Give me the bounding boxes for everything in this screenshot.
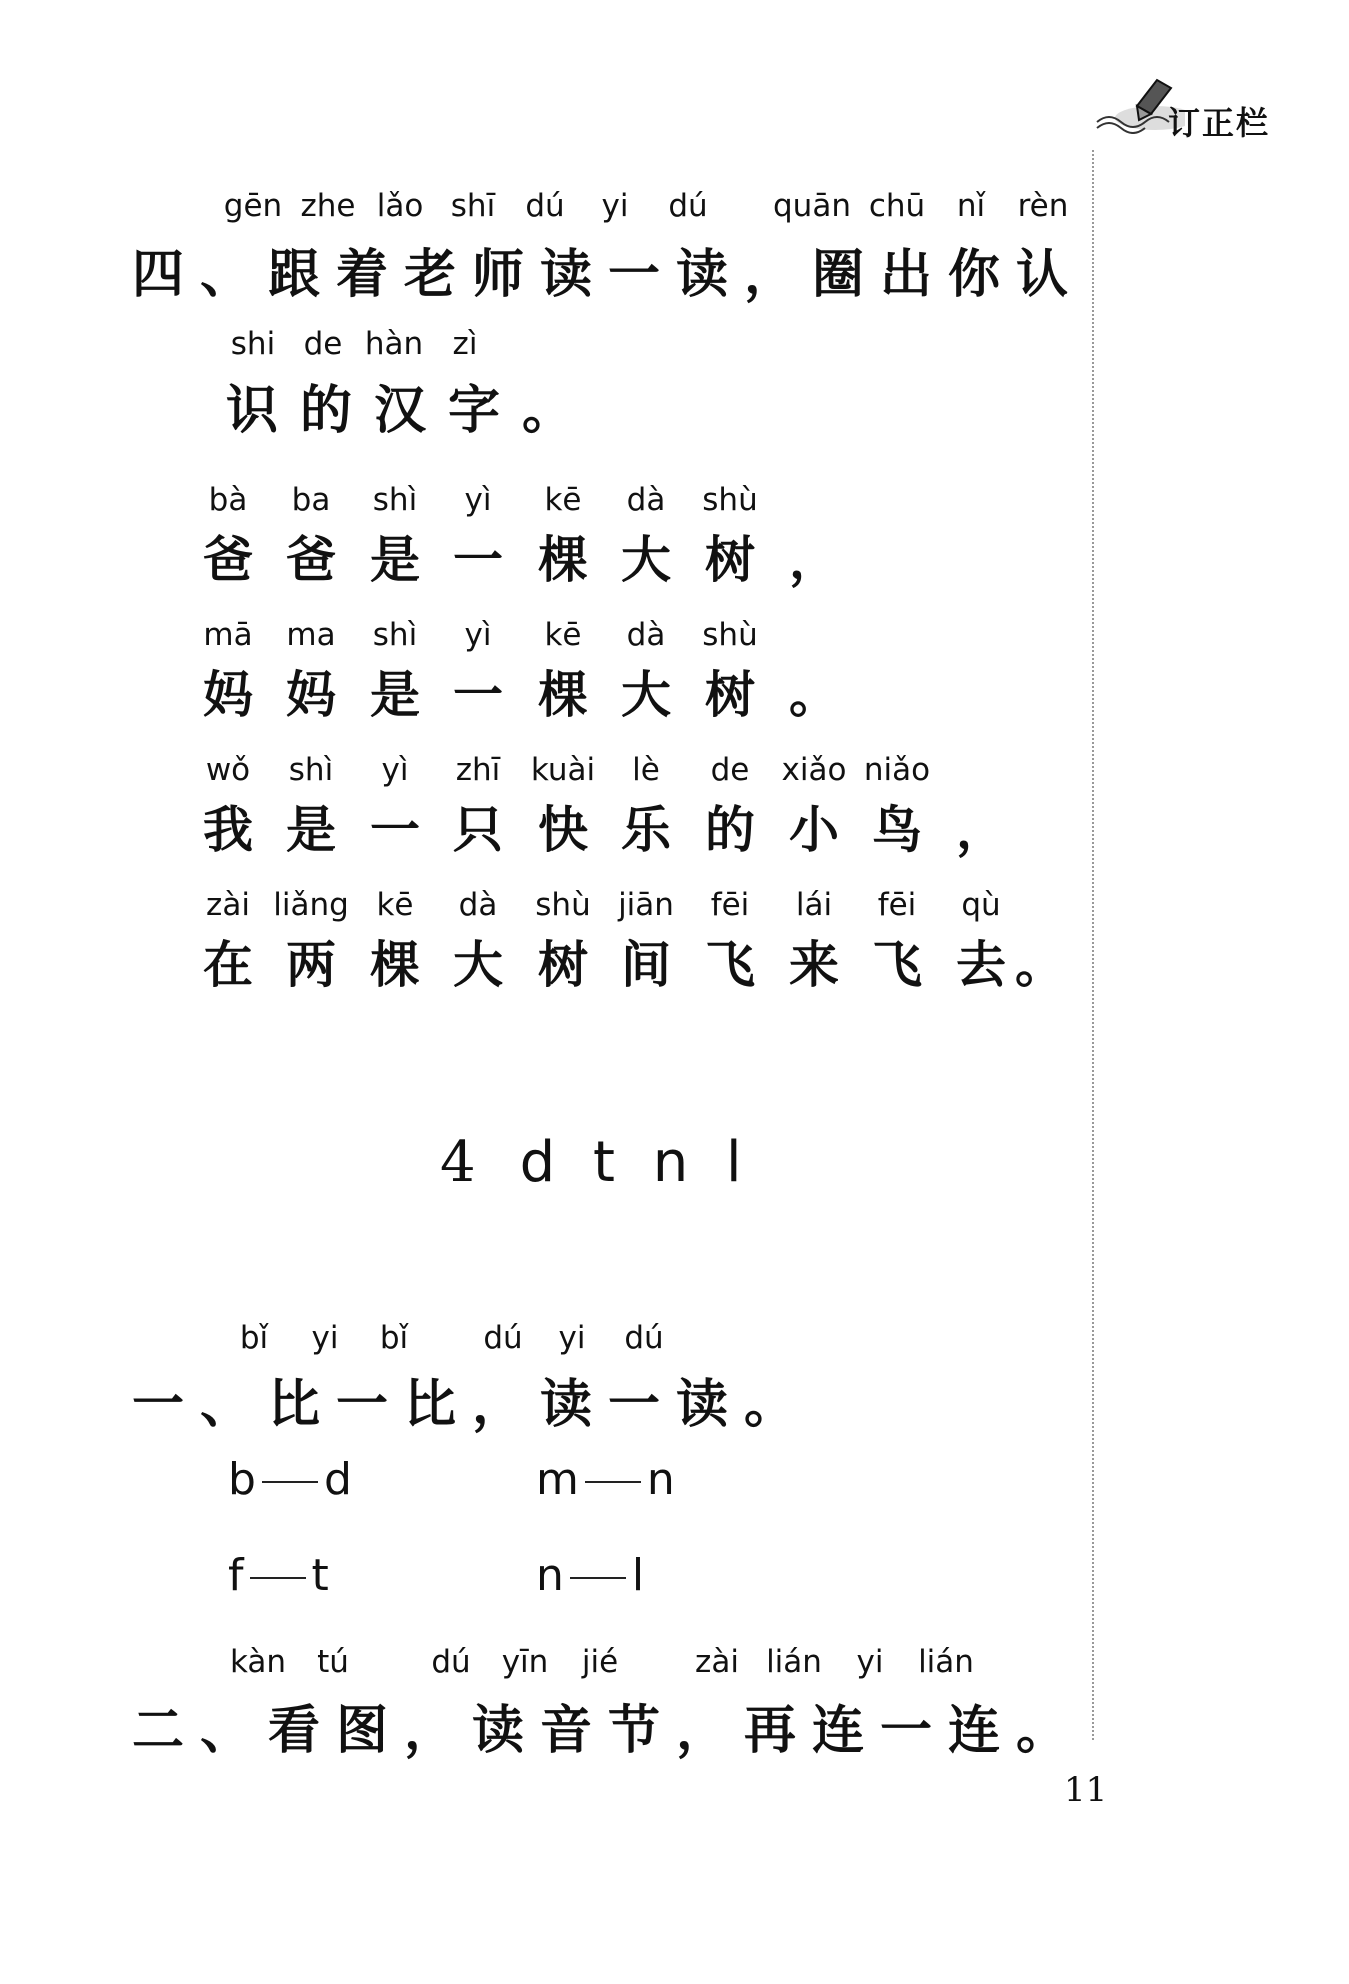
pinyin-syllable: zì [452, 326, 478, 362]
poem-pinyin: fēi [710, 887, 750, 923]
poem-char: 只 [453, 800, 503, 859]
poem-pinyin: dà [626, 482, 666, 518]
pinyin-syllable: dú [668, 188, 708, 224]
poem-char: ， [956, 800, 1006, 859]
letter-b: l [631, 1550, 645, 1601]
poem-char: 的 [705, 800, 755, 859]
pinyin-syllable: de [303, 326, 343, 362]
poem-pinyin: niǎo [863, 752, 931, 788]
poem-pinyin: bà [208, 482, 248, 518]
poem-char: 飞 [872, 935, 922, 994]
exercise1-heading: 一、比一比，读一读。 [132, 1375, 813, 1435]
pinyin-syllable: zhe [300, 188, 356, 224]
lesson-letters: d t n l [519, 1130, 752, 1195]
letter-b: n [646, 1454, 675, 1505]
poem-pinyin: shù [702, 482, 758, 518]
poem-pinyin: lái [795, 887, 833, 923]
pinyin-syllable: lián [918, 1644, 974, 1680]
poem-pinyin: shù [535, 887, 591, 923]
letter-a: b [228, 1454, 256, 1505]
poem-pinyin: liǎng [273, 887, 349, 923]
poem-pinyin: xiǎo [781, 752, 847, 788]
pinyin-syllable: gēn [223, 188, 283, 224]
poem-pinyin: mā [203, 617, 253, 653]
lesson-number: 4 [440, 1130, 486, 1195]
poem-char: 树 [538, 935, 588, 994]
letter-pair [536, 1550, 644, 1601]
poem-char: 在 [203, 935, 253, 994]
pinyin-syllable: dú [483, 1320, 523, 1356]
pair-dash [262, 1481, 318, 1483]
poem-char: 是 [370, 530, 420, 589]
poem-char: 妈 [203, 665, 253, 724]
poem-pinyin: shì [372, 482, 418, 518]
poem-char: 棵 [370, 935, 420, 994]
correction-label: 订正栏 [1168, 104, 1271, 142]
poem-char: 飞 [705, 935, 755, 994]
pinyin-syllable: shī [450, 188, 496, 224]
pinyin-syllable: lián [766, 1644, 822, 1680]
poem-pinyin: kē [376, 887, 414, 923]
poem-pinyin: shì [372, 617, 418, 653]
letter-pair [228, 1550, 329, 1601]
poem-char: 妈 [286, 665, 336, 724]
poem-char: 来 [789, 935, 839, 994]
pinyin-syllable: lǎo [376, 188, 424, 224]
poem-char: 鸟 [872, 800, 922, 859]
section4-line1-heading: 四、跟着老师读一读，圈出你认 [132, 245, 1085, 305]
poem-char: 树 [705, 530, 755, 589]
poem-char: 一 [453, 665, 503, 724]
poem-char: 是 [370, 665, 420, 724]
letter-a: f [228, 1550, 244, 1601]
poem-char: 间 [621, 935, 671, 994]
poem-char: 我 [203, 800, 253, 859]
pinyin-syllable: yi [856, 1644, 884, 1680]
poem-char: 两 [286, 935, 336, 994]
poem-pinyin: kuài [530, 752, 596, 788]
poem-pinyin: fēi [877, 887, 917, 923]
poem-pinyin: yì [464, 482, 492, 518]
pinyin-syllable: jié [581, 1644, 619, 1680]
poem-pinyin: yì [381, 752, 409, 788]
poem-pinyin: zhī [455, 752, 501, 788]
letter-pair [536, 1454, 675, 1505]
pinyin-syllable: nǐ [956, 188, 986, 224]
poem-char: 。 [789, 665, 839, 724]
pinyin-syllable: dú [525, 188, 565, 224]
lesson-title [440, 1130, 752, 1195]
page-number: 11 [1064, 1770, 1108, 1810]
pinyin-syllable: chū [868, 188, 926, 224]
poem-pinyin: lè [632, 752, 660, 788]
poem-char: 爸 [203, 530, 253, 589]
poem-char: ， [789, 530, 839, 589]
pinyin-syllable: zài [695, 1644, 739, 1680]
letter-b: d [323, 1454, 352, 1505]
pinyin-syllable: bǐ [379, 1320, 409, 1356]
pinyin-syllable: rèn [1017, 188, 1069, 224]
poem-char: 小 [789, 800, 839, 859]
pinyin-syllable: shi [230, 326, 276, 362]
poem-char: 大 [621, 665, 671, 724]
pair-dash [250, 1577, 306, 1579]
poem-char: 大 [621, 530, 671, 589]
poem-char: 大 [453, 935, 503, 994]
poem-char: 一 [370, 800, 420, 859]
poem-char: 快 [538, 800, 588, 859]
letter-a: m [536, 1454, 579, 1505]
poem-pinyin: de [710, 752, 750, 788]
poem-char: 乐 [621, 800, 671, 859]
poem-pinyin: kē [544, 617, 582, 653]
pair-dash [570, 1577, 626, 1579]
poem-pinyin: dà [626, 617, 666, 653]
poem-char: 爸 [286, 530, 336, 589]
poem-pinyin: shù [702, 617, 758, 653]
pinyin-syllable: yi [311, 1320, 339, 1356]
pinyin-syllable: yi [601, 188, 629, 224]
pinyin-syllable: dú [624, 1320, 664, 1356]
pinyin-syllable: dú [431, 1644, 471, 1680]
pinyin-syllable: yi [558, 1320, 586, 1356]
pinyin-syllable: quān [773, 188, 851, 224]
poem-char: 一 [453, 530, 503, 589]
pinyin-syllable: yīn [501, 1644, 549, 1680]
pair-dash [585, 1481, 641, 1483]
poem-char: 棵 [538, 665, 588, 724]
section4-line2-heading: 识的汉字。 [226, 381, 597, 441]
exercise2-heading: 二、看图，读音节，再连一连。 [132, 1701, 1085, 1761]
poem-char: 是 [286, 800, 336, 859]
letter-a: n [536, 1550, 564, 1601]
letter-pair [228, 1454, 352, 1505]
poem-char: 。 [1015, 935, 1065, 994]
poem-pinyin: jiān [618, 887, 674, 923]
poem-pinyin: ba [291, 482, 331, 518]
poem-char: 去 [956, 935, 1006, 994]
pinyin-syllable: hàn [364, 326, 424, 362]
poem-char: 棵 [538, 530, 588, 589]
poem-pinyin: shì [288, 752, 334, 788]
letter-b: t [311, 1550, 329, 1601]
poem-pinyin: zài [206, 887, 250, 923]
poem-pinyin: kē [544, 482, 582, 518]
pinyin-syllable: tú [317, 1644, 349, 1680]
poem-pinyin: qù [961, 887, 1001, 923]
poem-char: 树 [705, 665, 755, 724]
poem-pinyin: ma [286, 617, 336, 653]
pinyin-syllable: kàn [229, 1644, 287, 1680]
pinyin-syllable: bǐ [239, 1320, 269, 1356]
poem-pinyin: wǒ [205, 752, 251, 788]
poem-pinyin: dà [458, 887, 498, 923]
poem-pinyin: yì [464, 617, 492, 653]
